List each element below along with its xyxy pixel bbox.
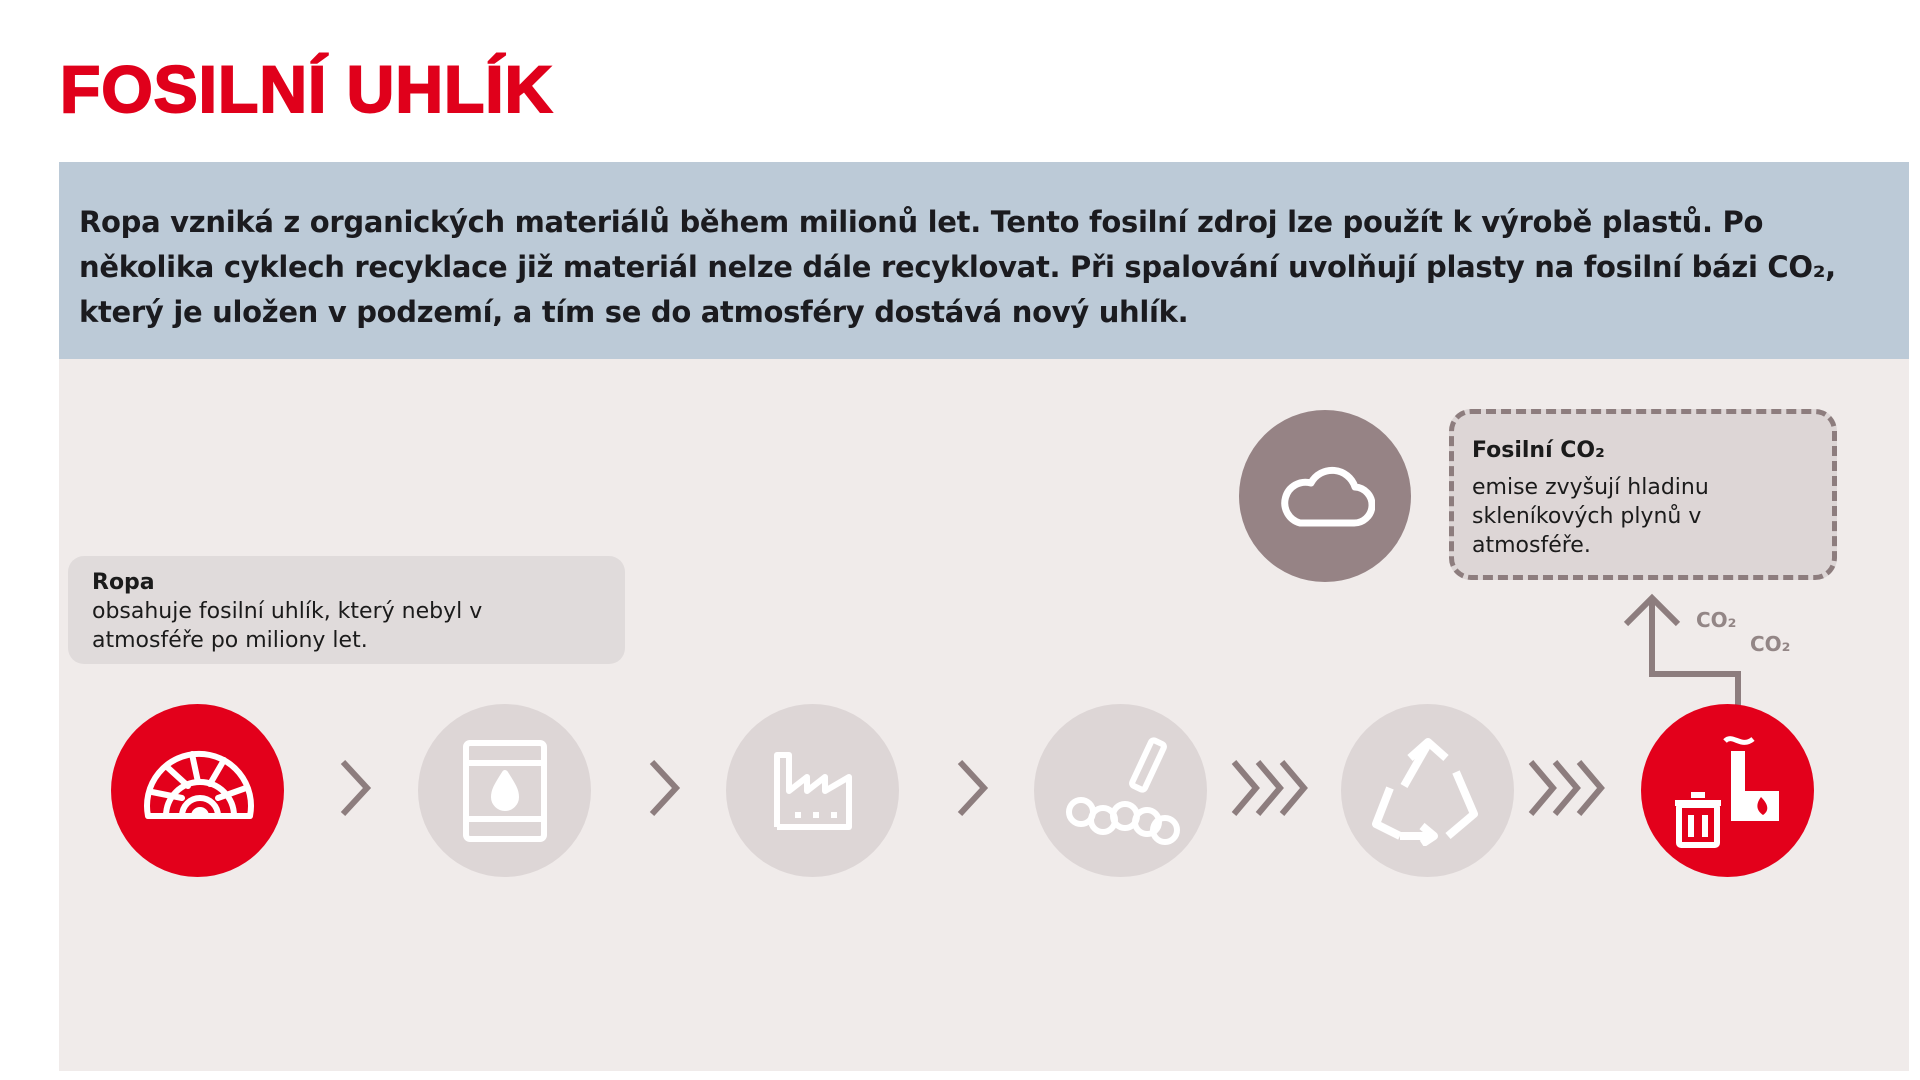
- triple-chevron-icon: [1525, 756, 1613, 820]
- chevron-right-icon: [335, 756, 375, 820]
- step-fossil: [111, 704, 284, 877]
- waste-incineration-icon: [1673, 731, 1783, 851]
- step-incineration: [1641, 704, 1814, 877]
- cloud-icon: [1275, 461, 1375, 531]
- step-factory: [726, 704, 899, 877]
- factory-icon: [773, 751, 853, 831]
- oil-barrel-icon: [462, 739, 548, 843]
- intro-text: Ropa vzniká z organických materiálů během milionů let. Tento fosilní zdroj lze použít k výrobě plastů. Po několika cyklech recyklace již materiál nelze dále recyklovat. Při spalování uvolňují plasty na fosilní bázi CO₂, který je uložen v podzemí, a tím se do atmosféry dostává nový uhlík.: [79, 205, 1836, 329]
- chevron-right-icon: [644, 756, 684, 820]
- intro-banner: [59, 162, 1909, 359]
- ammonite-fossil-icon: [136, 736, 260, 846]
- fossil-co2-callout: [1449, 409, 1837, 580]
- recycle-icon: [1370, 736, 1486, 846]
- ropa-callout-title: Ropa: [92, 570, 155, 595]
- plastic-granules-icon: [1061, 736, 1181, 846]
- ropa-callout: [68, 556, 625, 664]
- co2-label-2: CO₂: [1750, 632, 1791, 656]
- triple-chevron-icon: [1228, 756, 1316, 820]
- chevron-right-icon: [952, 756, 992, 820]
- ropa-callout-text: obsahuje fosilní uhlík, který nebyl v atmosféře po miliony let.: [92, 599, 483, 653]
- step-plastic-granules: [1034, 704, 1207, 877]
- fossil-co2-text: emise zvyšují hladinu skleníkových plynů v atmosféře.: [1472, 475, 1709, 558]
- fossil-co2-title: Fosilní CO₂: [1472, 438, 1605, 463]
- atmosphere-circle: [1239, 410, 1411, 582]
- page-title: FOSILNÍ UHLÍK: [60, 52, 554, 126]
- step-oil-barrel: [418, 704, 591, 877]
- co2-label-1: CO₂: [1696, 608, 1737, 632]
- step-recycling: [1341, 704, 1514, 877]
